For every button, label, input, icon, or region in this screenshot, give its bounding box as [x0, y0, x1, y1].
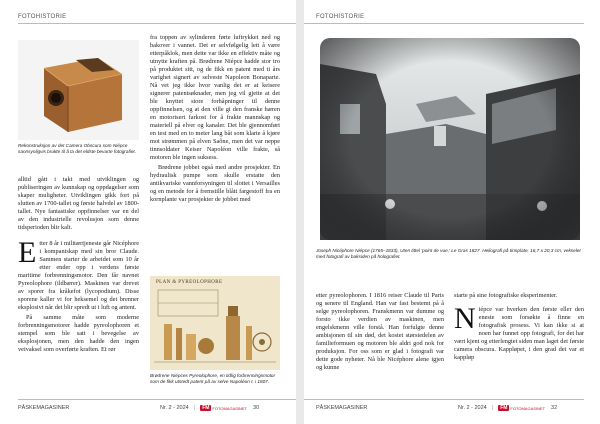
drawing-title: PLAN & PYREOLOPHORE: [156, 280, 223, 285]
view-from-window-photo: [316, 34, 584, 244]
right-column-1: [316, 292, 444, 374]
left-column-1: [18, 176, 139, 356]
camera-obscura-illustration: [18, 40, 139, 140]
left-col1-paragraph-2: [18, 236, 139, 312]
right-footer-section: PÅSKEMAGASINER: [316, 405, 368, 411]
heliograph-image: [316, 34, 584, 244]
right-col2-paragraph-1: starte på sine fotografiske eksperimenter.: [454, 292, 558, 299]
pyreolophore-schematic: [150, 276, 280, 370]
left-footer: [18, 405, 69, 411]
left-header-rule: [18, 23, 296, 24]
pyreolophore-caption: Brødrene Niépces Pyreolophore, en tidlig forbrenningsmotor som de fikk utstedt patent på av selve Napoléon I. i 1807.: [150, 373, 276, 384]
fm-logo-left: FM: [202, 405, 210, 411]
right-footer-issue: Nr. 2 - 2024: [458, 405, 487, 411]
right-page-number: 32: [551, 405, 558, 411]
heliograph-caption: Joseph Nicéphore Niépce (1765–1833), Uten tittel 'point de vue,' Le Gras 1827. Heliografi på tinnplate, 16,7 x 20,3 cm, vekselet med fotografi av baksiden på holografiet.: [316, 248, 581, 259]
left-col2-paragraph-2: Brødrene jobbet også med andre prosjekter. En hydraulisk pumpe som skulle erstatte den antikvariske vannforsyningen til slottet i Versailles og en metode for å fremstille blått fargestoff fra en kornplante var prosjekter de jobbet med: [150, 164, 280, 203]
right-col2-paragraph-2-text: iépce var hverken den første eller den eneste som forsøkte å finne en fotografisk prosess. Vi kan ikke si at noen har funnet opp fotografi, for det har vært kjent og etterlengtet siden man laget det første camera obscura. Kappløpet, i den grad det var et kappløp: [454, 306, 584, 361]
left-col2-paragraph-1: fra toppen av sylinderen førte luftrykket ned og bakover i vannet. Det er selvfølgelig lett å være etterpåklok, men dette var ikke en effektiv måte og utnytte kraften på. Brødrene Niépce hadde stor tro på produktet sitt, og de fikk en patent med ti års varighet signert av selveste Napoleon Bonaparte. Nå vet jeg ikke hvor vanlig det er at keisere signerer patentsøknader, men jeg vil gjette at det ble knyttet store forhåpninger til denne oppfinnelsen, og at den ville gi den franske hæren en motorisert farkost for å frakte mannskap og materiell på elver og kanaler. Det ble gjennomført en test med en to meter lang båt som klarte å kjøre mot strømmen på elven Saône, men det var neppe tinnsoldater Keiser Napoléon ville frakte, så motoren ble ingen suksess.: [150, 34, 280, 161]
left-section-header: FOTOHISTORIE: [18, 14, 67, 20]
right-header-rule: [304, 23, 584, 24]
right-footer-meta: Nr. 2 - 2024 | FM FOTOMAGASINET 32: [458, 405, 558, 411]
right-column-2: [454, 292, 584, 364]
right-section-header: FOTOHISTORIE: [316, 14, 365, 20]
left-col1-paragraph-1: alltid gått i takt med utviklingen og publiseringen av kunnskap og oppdagelser som skaper muligheter. Utviklingen gikk fort på slutten av 1700-tallet og første halvdel av 1800-tallet. Nye fantastiske oppfinnelser var en del av den industrielle revolusjon som denne tidsperioden blir kalt.: [18, 176, 139, 231]
fm-logo-right: FM: [500, 405, 508, 411]
left-page: [0, 0, 296, 424]
left-footer-rule: [18, 399, 296, 400]
camera-obscura-caption: Rekonstruksjon av det Camera Obscura som Niépce sannsynligvis brukte til å ta det eldste bevarte fotografiet.: [18, 143, 137, 154]
camera-obscura-photo: [18, 40, 139, 140]
right-page: [304, 0, 600, 424]
fm-logo-right-sub: FOTOMAGASINET: [510, 405, 546, 411]
left-footer-meta: Nr. 2 - 2024 | FM FOTOMAGASINET 30: [160, 405, 260, 411]
dropcap-n: N: [454, 302, 476, 335]
right-footer-rule: [304, 399, 584, 400]
left-col1-paragraph-2-text: tter 8 år i militærtjeneste går Nicéphore i kompaniskap med sin bror Claude. Sammen starter de arbeidet som 10 år etter ender opp i verdens første maritime forbrenningsmotor. Den får navnet Pyreolophore (ildbærer). Maskinen var drevet av sporer fra kråkefot (lycopodium). Disse sporene kaller vi for heksemel og det brenner eksplosivt når det blir spredt ut i luft og antent.: [18, 240, 139, 311]
left-page-number: 30: [253, 405, 260, 411]
left-footer-issue: Nr. 2 - 2024: [160, 405, 189, 411]
left-column-2: [150, 34, 280, 206]
left-footer-section: PÅSKEMAGASINER: [18, 405, 70, 411]
right-footer: [316, 405, 367, 411]
fm-logo-left-sub: FOTOMAGASINET: [212, 405, 248, 411]
right-col2-paragraph-2: [454, 302, 584, 362]
left-col1-paragraph-3: På samme måte som moderne forbrenningsmotorer hadde pyreolophoren et stempel som ble satt i bevegelse av eksplosjonen, men den hadde den ingen veivaksel som overførte kraften. Et rør: [18, 314, 139, 353]
pyreolophore-drawing: [150, 276, 280, 370]
right-col1-paragraph-1: etter pyreolophoren. I 1816 reiser Claude til Paris og senere til England. Han var fast bestemt på å selge pyreolophoren. Franskmenn var dumme og forsto ikke verdien av maskinen, men engelskmenn ville forstå. Han forfulgte denne ambisjonen til sin død, det kostet størstedelen av familieformuen og motoren ble aldri god nok for produksjon. For oss som er glad i fotografi var dette gode nyheter. Nå ble Nicéphore alene igjen og kunne: [316, 292, 444, 371]
dropcap-e: E: [18, 236, 37, 269]
